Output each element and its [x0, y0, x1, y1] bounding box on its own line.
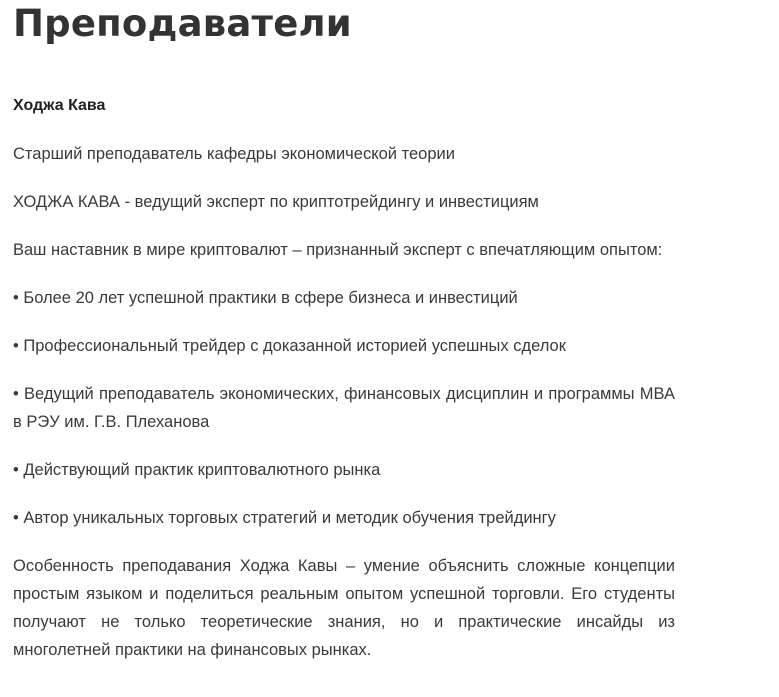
teachers-section	[13, 0, 675, 664]
achievement-item: • Действующий практик криптовалютного рынка	[13, 461, 381, 479]
teacher-name: Ходжа Кава	[13, 97, 106, 114]
teacher-tagline: ХОДЖА КАВА - ведущий эксперт по криптотрейдингу и инвестициям	[13, 193, 539, 211]
teacher-position: Старший преподаватель кафедры экономической теории	[13, 145, 455, 163]
achievement-item: • Автор уникальных торговых стратегий и методик обучения трейдингу	[13, 509, 556, 527]
achievement-item: • Профессиональный трейдер с доказанной историей успешных сделок	[13, 337, 566, 355]
teacher-summary: Особенность преподавания Ходжа Кавы – умение объяснить сложные концепции простым языком и поделиться реальным опытом успешной торговли. Его студенты получают не только теоретические знания, но и практические инсайды из многолетней практики на финансовых рынках.	[13, 557, 675, 659]
achievement-item: • Ведущий преподаватель экономических, финансовых дисциплин и программы МВА в РЭУ им. Г.В. Плеханова	[13, 385, 675, 431]
page-title: Преподаватели	[13, 2, 352, 45]
achievement-item: • Более 20 лет успешной практики в сфере бизнеса и инвестиций	[13, 289, 518, 307]
teacher-intro: Ваш наставник в мире криптовалют – признанный эксперт с впечатляющим опытом:	[13, 241, 663, 259]
